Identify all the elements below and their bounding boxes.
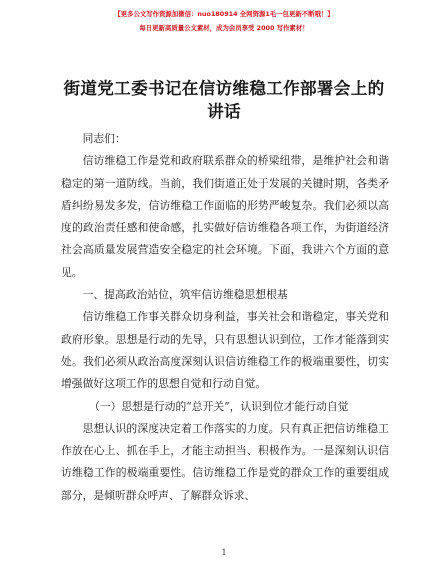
page-number: 1 xyxy=(221,548,227,557)
promo-banner-line-2: 每日更新高质量公文素材，成为会员享受 2000 写作素材！ xyxy=(139,24,309,32)
section-1-paragraph: 信访维稳工作事关群众切身利益，事关社会和谐稳定，事关党和政府形象。思想是行动的先导，只有思想认识到位，工作才能落到实处。我们必须从政治高度深刻认识信访维稳工作的极端重要性，切实增强做好这项工作的思想自觉和行动自觉。 xyxy=(61,310,389,391)
promo-banner xyxy=(0,7,448,35)
section-heading-1: 一、提高政治站位，筑牢信访维稳思想根基 xyxy=(82,288,288,302)
promo-banner-line-1: 【更多公文写作资源加微信：nuo180914 全网资源1毛一包更新不断哦！】 xyxy=(114,10,334,18)
intro-paragraph: 信访维稳工作是党和政府联系群众的桥梁纽带，是维护社会和谐稳定的第一道防线。当前，我们街道正处于发展的关键时期，各类矛盾纠纷易发多发，信访维稳工作面临的形势严峻复杂。我们必须以高度的政治责任感和使命感，扎实做好信访维稳各项工作，为街道经济社会高质量发展营造安全稳定的社会环境。下面，我讲六个方面的意见。 xyxy=(61,154,389,279)
document-body xyxy=(61,128,389,507)
subsection-1-paragraph: 思想认识的深度决定着工作落实的力度。只有真正把信访维稳工作放在心上、抓在手上，才能主动担当、积极作为。一是深刻认识信访维稳工作的极端重要性。信访维稳工作是党的群众工作的重要组成部分，是倾听群众呼声、了解群众诉求、 xyxy=(61,421,389,502)
document-title: 街道党工委书记在信访维稳工作部署会上的讲话 xyxy=(63,78,385,121)
greeting: 同志们： xyxy=(82,132,126,145)
subsection-heading-1: （一）思想是行动的“总开关”，认识到位才能行动自觉 xyxy=(89,399,349,413)
